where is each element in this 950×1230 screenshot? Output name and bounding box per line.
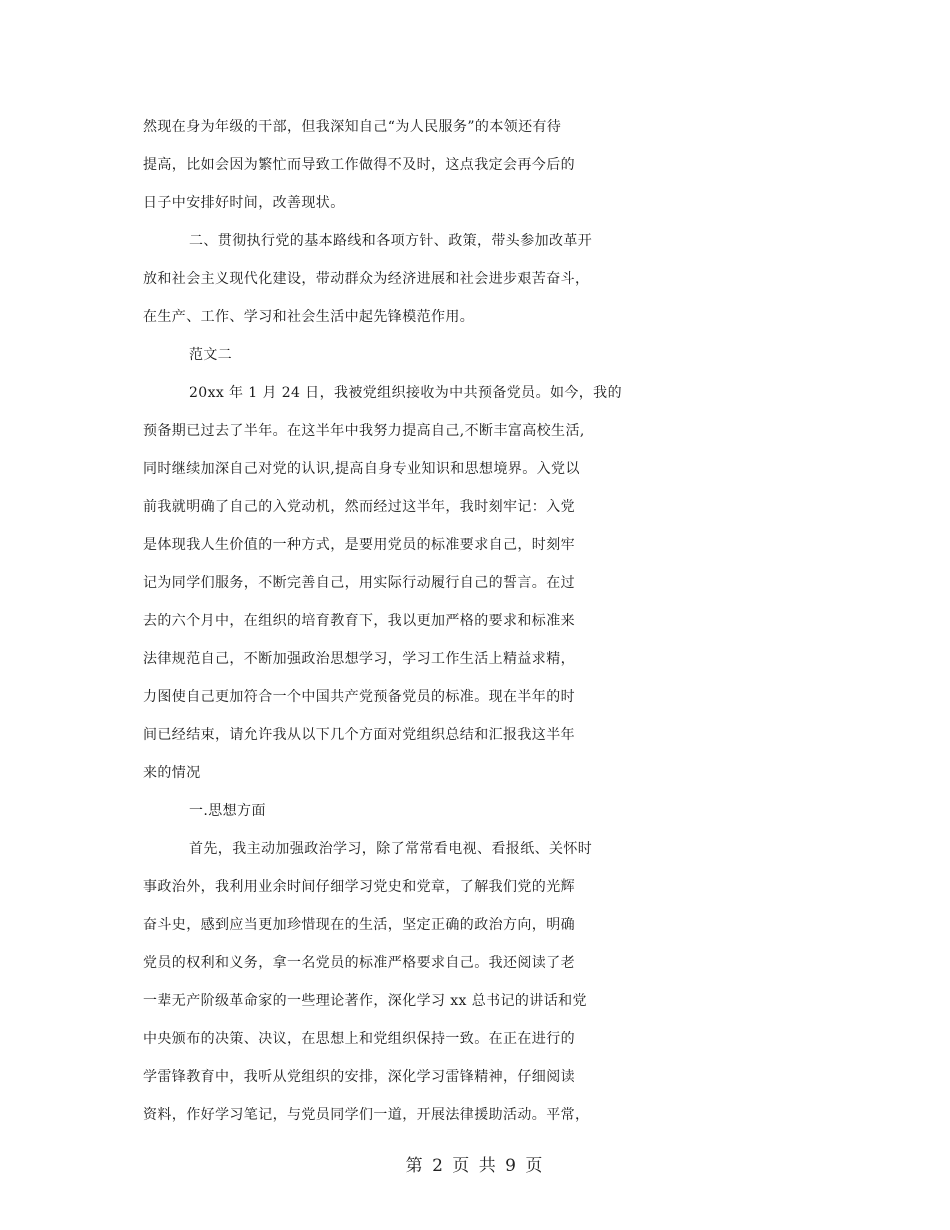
text-line: 记为同学们服务，不断完善自己，用实际行动履行自己的誓言。在过 xyxy=(143,575,575,591)
text-line: 二、贯彻执行党的基本路线和各项方针、政策，带头参加改革开 xyxy=(189,233,593,249)
text-line: 是体现我人生价值的一种方式，是要用党员的标准要求自己，时刻牢 xyxy=(143,537,575,553)
text-line: 资料，作好学习笔记，与党员同学们一道，开展法律援助活动。平常， xyxy=(143,1107,590,1123)
text-line: 奋斗史，感到应当更加珍惜现在的生活，坚定正确的政治方向，明确 xyxy=(143,917,575,933)
document-body xyxy=(143,108,823,1134)
text-line: 一辈无产阶级革命家的一些理论著作，深化学习 xx 总书记的讲话和党 xyxy=(143,993,587,1009)
text-line: 一.思想方面 xyxy=(189,803,266,819)
text-line: 放和社会主义现代化建设，带动群众为经济进展和社会进步艰苦奋斗， xyxy=(143,271,590,287)
text-line: 预备期已过去了半年。在这半年中我努力提高自己,不断丰富高校生活, xyxy=(143,423,585,439)
text-line: 学雷锋教育中，我听从党组织的安排，深化学习雷锋精神，仔细阅读 xyxy=(143,1069,575,1085)
text-line: 来的情况 xyxy=(143,765,201,781)
text-line: 20xx 年 1 月 24 日，我被党组织接收为中共预备党员。如今，我的 xyxy=(189,385,622,401)
text-line: 日子中安排好时间，改善现状。 xyxy=(143,195,345,211)
text-line: 去的六个月中，在组织的培育教育下，我以更加严格的要求和标准来 xyxy=(143,613,575,629)
text-line: 力图使自己更加符合一个中国共产党预备党员的标准。现在半年的时 xyxy=(143,689,575,705)
text-line: 前我就明确了自己的入党动机，然而经过这半年，我时刻牢记：入党 xyxy=(143,499,575,515)
text-line: 范文二 xyxy=(189,347,233,363)
text-line: 同时继续加深自己对党的认识,提高自身专业知识和思想境界。入党以 xyxy=(143,461,580,477)
text-line: 中央颁布的决策、决议，在思想上和党组织保持一致。在正在进行的 xyxy=(143,1031,575,1047)
text-line: 在生产、工作、学习和社会生活中起先锋模范作用。 xyxy=(143,309,475,325)
text-line: 事政治外，我利用业余时间仔细学习党史和党章，了解我们党的光辉 xyxy=(143,879,575,895)
page-number-footer: 第 2 页 共 9 页 xyxy=(405,1156,545,1176)
text-line: 提高，比如会因为繁忙而导致工作做得不及时，这点我定会再今后的 xyxy=(143,157,575,173)
text-line: 首先，我主动加强政治学习，除了常常看电视、看报纸、关怀时 xyxy=(189,841,593,857)
text-line: 间已经结束，请允许我从以下几个方面对党组织总结和汇报我这半年 xyxy=(143,727,575,743)
text-line: 党员的权利和义务，拿一名党员的标准严格要求自己。我还阅读了老 xyxy=(143,955,575,971)
text-line: 法律规范自己，不断加强政治思想学习，学习工作生活上精益求精， xyxy=(143,651,575,667)
text-line: 然现在身为年级的干部，但我深知自己“为人民服务”的本领还有待 xyxy=(143,119,562,135)
